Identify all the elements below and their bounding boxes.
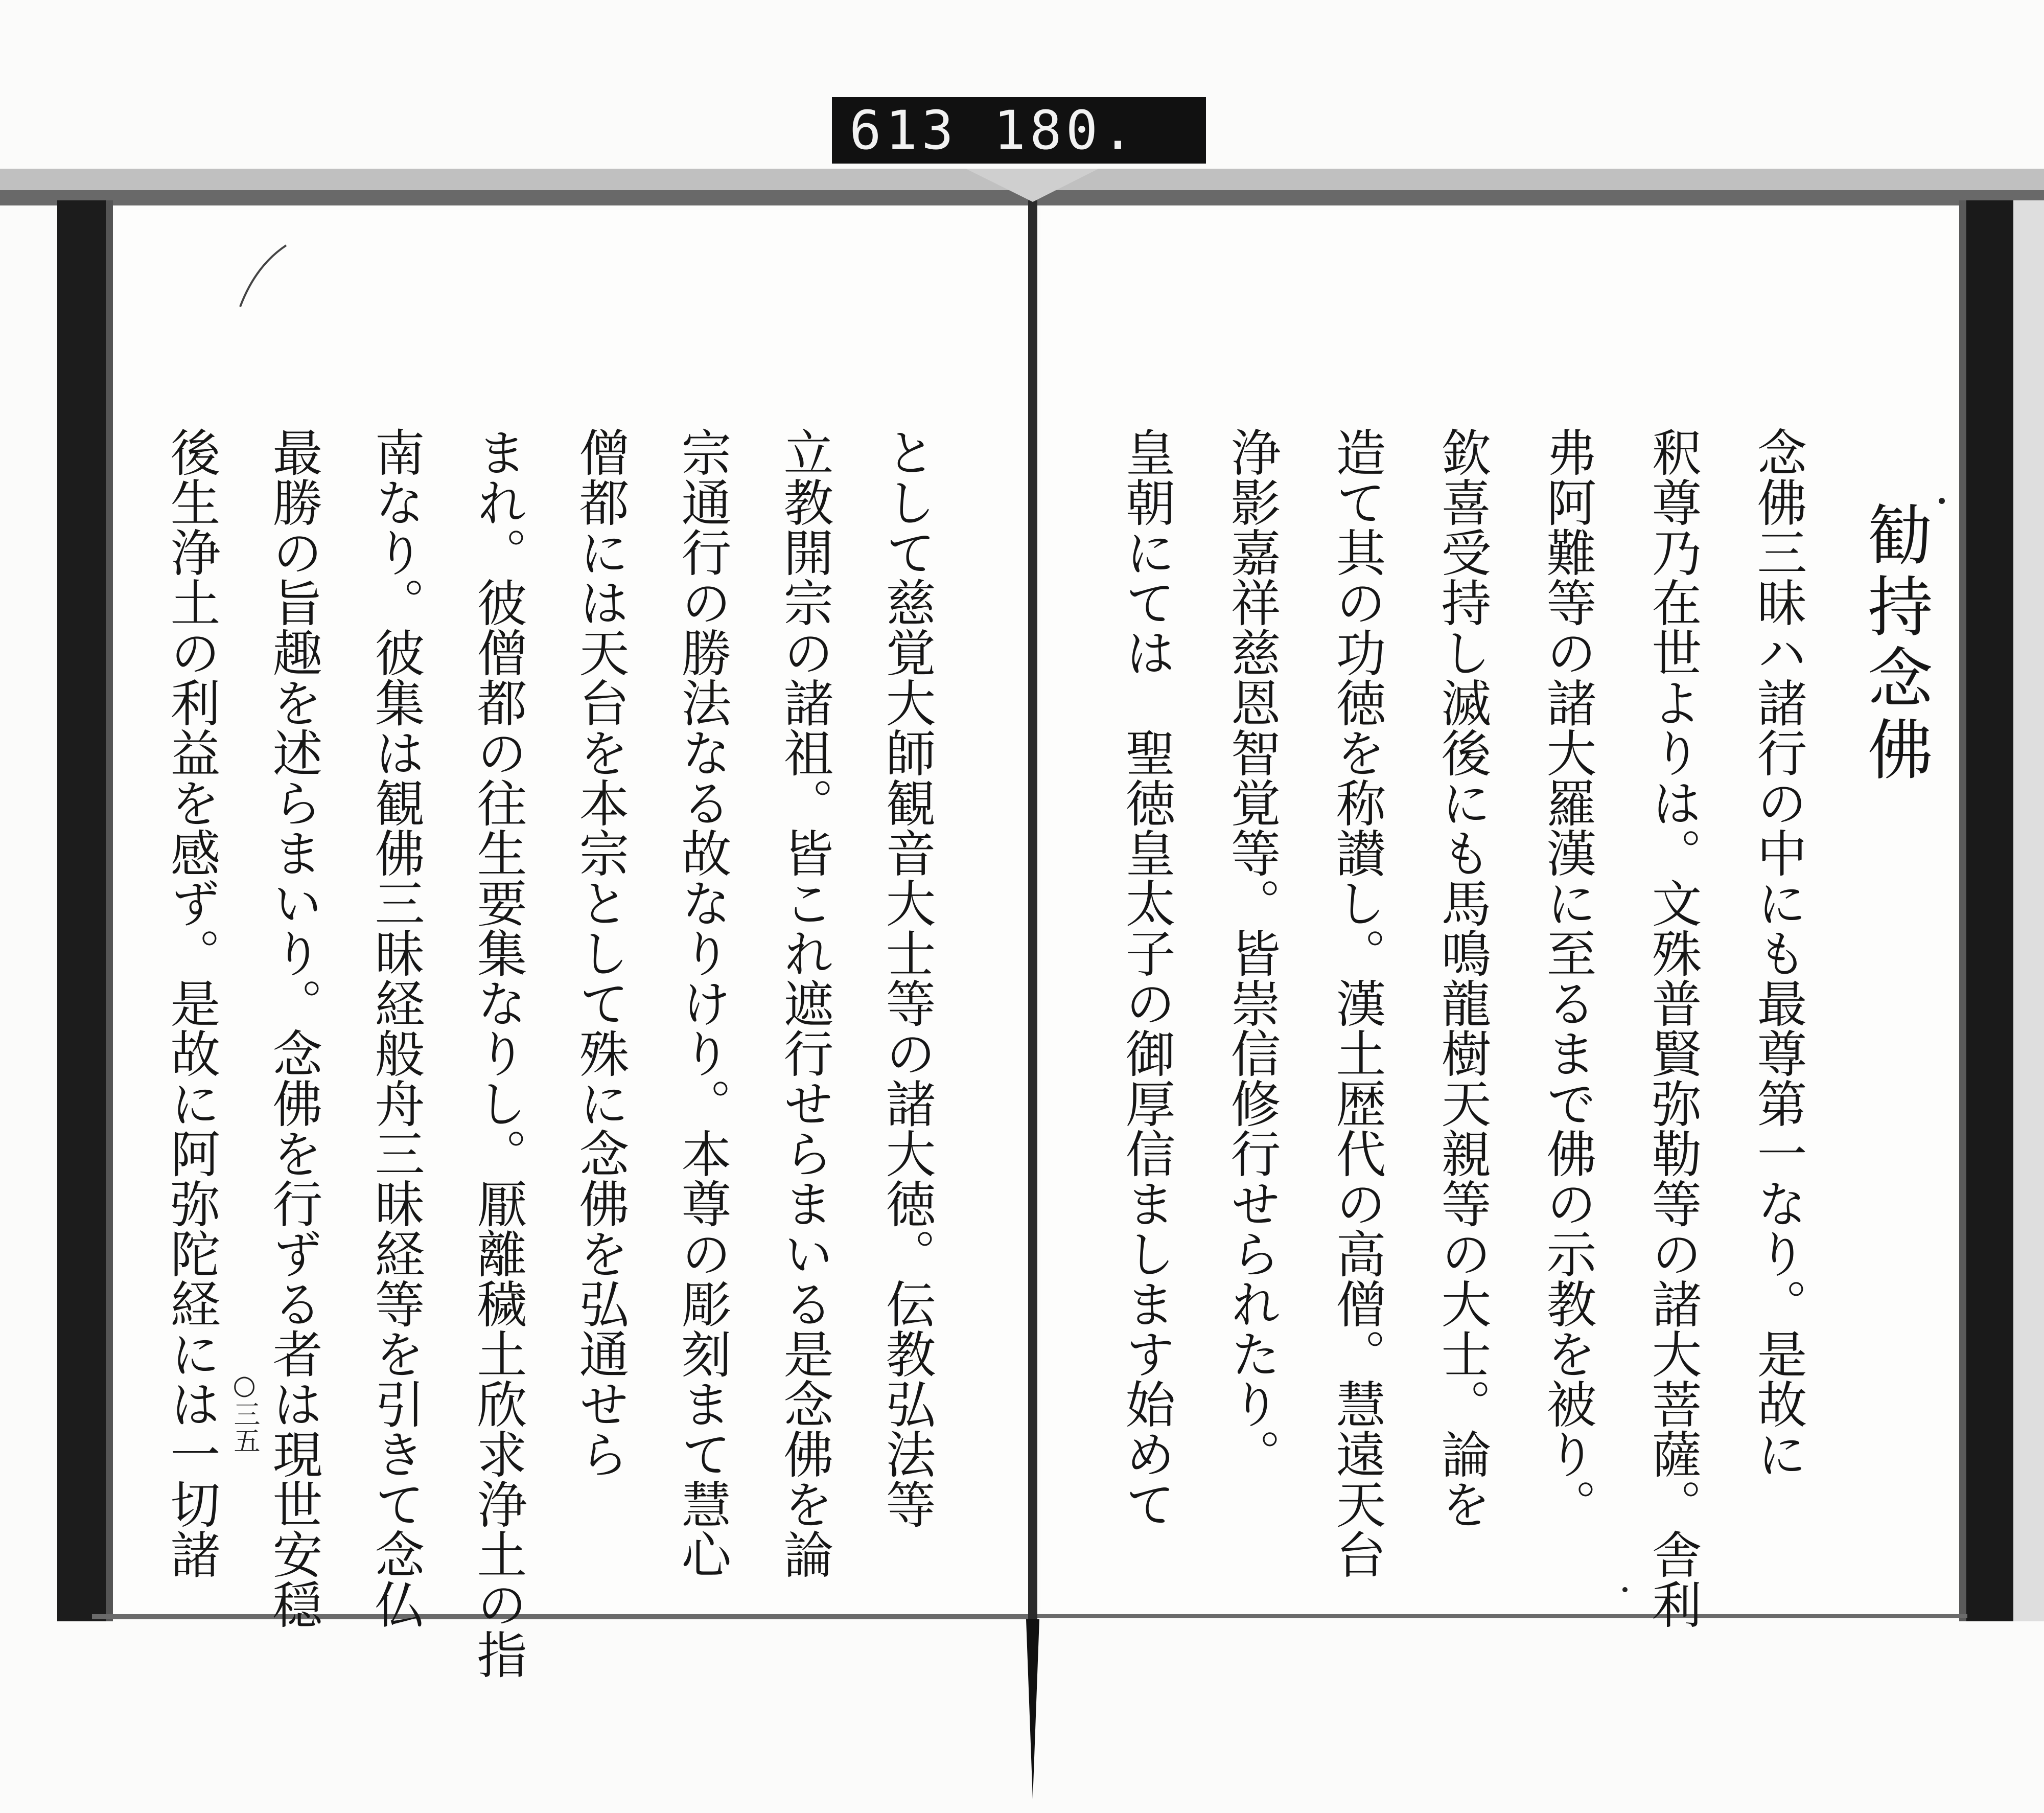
text-column: 皇朝にては 聖徳皇太子の御厚信まします始めて xyxy=(1117,427,1175,1529)
right-page xyxy=(1037,202,1972,1629)
left-page xyxy=(110,202,1030,1679)
text-column: 欽喜受持し滅後にも馬鳴龍樹天親等の大士。論を xyxy=(1433,427,1491,1529)
scan-frame-counter: 613 180. xyxy=(832,97,1206,164)
text-column: 釈尊乃在世よりは。文殊普賢弥勒等の諸大菩薩。舎利 xyxy=(1643,427,1702,1629)
text-column: まれ。彼僧都の往生要集なりし。厭離穢土欣求浄土の指 xyxy=(469,427,527,1679)
text-column: 僧都には天台を本宗として殊に念佛を弘通せら xyxy=(571,427,629,1479)
page-folio-number: ○三五 xyxy=(229,1370,260,1454)
text-column: 立教開宗の諸祖。皆これ遮行せらまいる是念佛を論 xyxy=(775,427,833,1579)
text-column: 造て其の功徳を称讃し。漢土歴代の高僧。慧遠天台 xyxy=(1328,427,1386,1579)
text-column: 浄影嘉祥慈恩智覚等。皆崇信修行せられたり。 xyxy=(1222,427,1281,1479)
text-column: 最勝の旨趣を述らまいり。念佛を行ずる者は現世安穏 xyxy=(264,427,322,1629)
text-column: 南なり。彼集は観佛三昧経般舟三昧経等を引きて念仏 xyxy=(366,427,425,1629)
text-column: 念佛三昧ハ諸行の中にも最尊第一なり。是故に xyxy=(1749,427,1807,1479)
text-column: として慈覚大師観音大士等の諸大徳。伝教弘法等 xyxy=(877,427,936,1529)
text-column: 後生浄土の利益を感ず。是故に阿弥陀経には一切諸 xyxy=(162,427,220,1579)
text-column: 弗阿難等の諸大羅漢に至るまで佛の示教を被り。 xyxy=(1538,427,1596,1529)
text-column: 宗通行の勝法なる故なりけり。本尊の彫刻まて慧心 xyxy=(673,427,731,1579)
section-heading: 勧持念佛 xyxy=(1856,501,1933,787)
